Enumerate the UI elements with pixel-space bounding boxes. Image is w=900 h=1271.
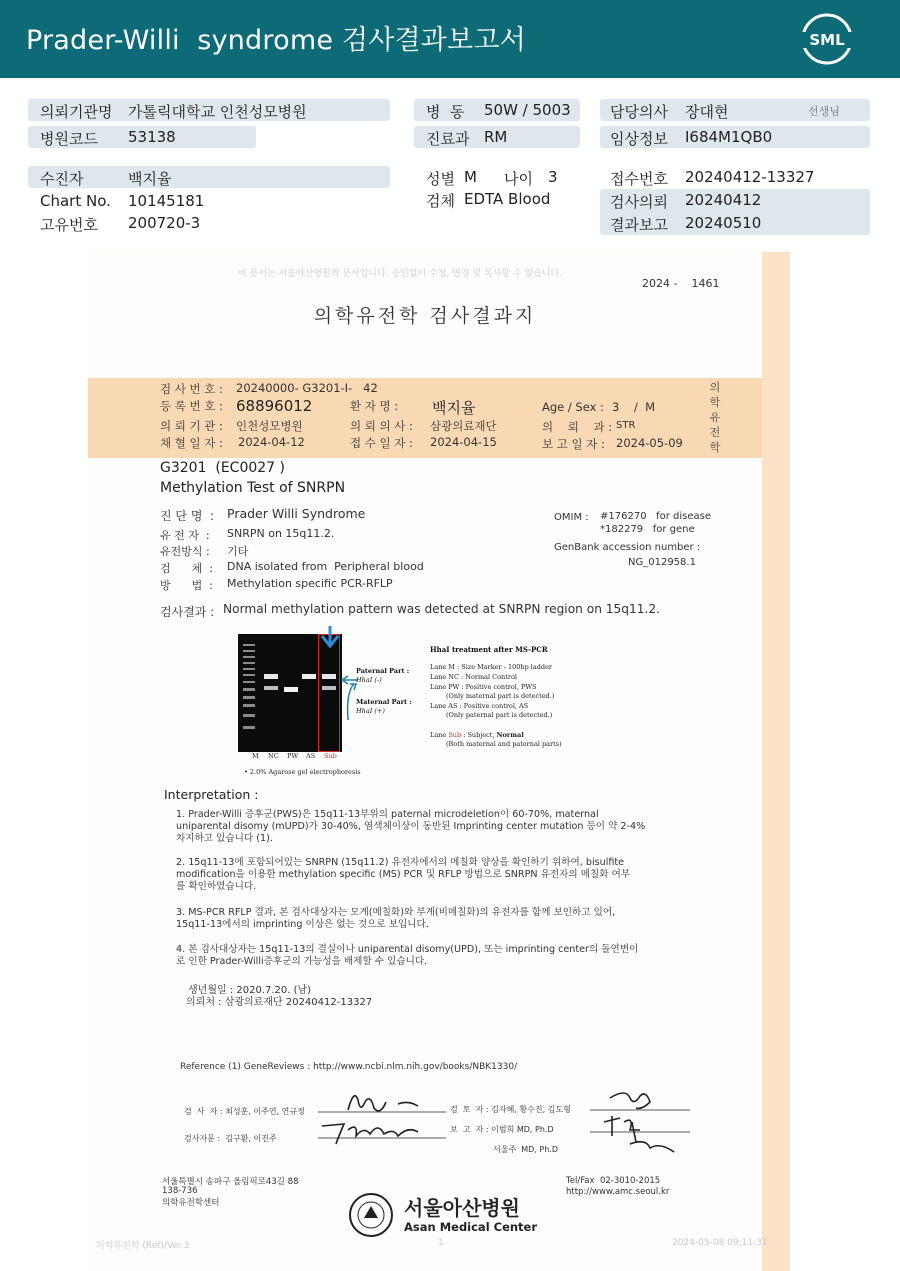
req-dept-value: STR: [616, 420, 636, 431]
report-title: Prader-Willi syndrome 검사결과보고서: [26, 25, 526, 56]
institution-field: [28, 99, 390, 121]
interpretation-3: 3. MS-PCR RFLP 결과, 본 검사대상자는 모계(메칠화)와 부계(비메칠화)의 유전자를 함께 보인하고 있어, 15q11-13에서의 imprinting 이상은 없는 것으로 보입니다.: [176, 907, 616, 930]
clinical-info-value: I684M1QB0: [685, 128, 773, 146]
unique-no-value: 200720-3: [128, 214, 201, 232]
hospital-code-field: [28, 126, 256, 148]
paternal-part-sub: HhaI (-): [356, 676, 382, 684]
gene-label: 유 전 자 :: [160, 529, 210, 542]
reporter: 보 고 자 : 이범희 MD, Ph.D: [450, 1125, 554, 1134]
gel-caption-title: HhaI treatment after MS-PCR: [430, 645, 548, 654]
patient-name-label: 환 자 명 :: [350, 399, 399, 413]
department-field: [414, 126, 580, 148]
draw-date-label: 채 혈 일 자 :: [160, 436, 223, 450]
doctor-field: [600, 99, 870, 121]
lane-sub-desc: [430, 731, 524, 739]
sex-value: M: [464, 168, 477, 186]
chart-no-value: 10145181: [128, 192, 205, 210]
faint-notice: 이 문서는 서울아산병원의 문서입니다. 승인없이 수정, 변경 및 복사할 수 없습니다.: [238, 269, 563, 279]
reg-no-label: 등 록 번 호 :: [160, 399, 223, 413]
test-name: Methylation Test of SNRPN: [160, 480, 346, 496]
address-line-3: 의학유전학센터: [162, 1198, 220, 1208]
gel-lane-nc: NC: [268, 752, 279, 760]
specimen-value: EDTA Blood: [464, 190, 551, 208]
department-label: 진료과: [426, 130, 470, 148]
asan-foundation-seal: [348, 1192, 394, 1238]
patient-label: 수진자: [40, 170, 84, 188]
result-label: 검사결과 :: [160, 605, 215, 619]
lane-sub-tag: Sub: [448, 731, 462, 739]
test-no-label: 검 사 번 호 :: [160, 382, 223, 396]
lane-sub-prefix: Lane: [430, 731, 447, 739]
tester-signature: [318, 1082, 448, 1148]
document-number: 2024 - 1461: [642, 277, 720, 290]
tel-fax: Tel/Fax 02-3010-2015: [566, 1176, 661, 1186]
specimen-label: 검체: [426, 192, 455, 210]
sex-label: 성별: [426, 170, 455, 188]
hospital-code-label: 병원코드: [40, 130, 98, 148]
gel-footnote: • 2.0% Agarose gel electrophoresis: [244, 768, 361, 776]
hospital-name-ko: 서울아산병원: [404, 1196, 520, 1220]
report-date-label: 결과보고: [610, 216, 668, 234]
hospital-code-value: 53138: [128, 128, 176, 146]
genbank-label: GenBank accession number :: [554, 542, 701, 553]
reviewer-signature: [590, 1086, 694, 1162]
receipt-no-value: 20240412-13327: [685, 168, 815, 186]
unique-no-field: [28, 212, 390, 234]
vertical-dept-label: 의 학 유 전 학: [709, 381, 721, 454]
result-value: Normal methylation pattern was detected at SNRPN region on 15q11.2.: [223, 602, 661, 616]
footer-page: 1: [438, 1238, 444, 1248]
specimen-field: [414, 188, 580, 210]
interpretation-title: Interpretation :: [164, 787, 259, 802]
reg-no-value: 68896012: [236, 397, 313, 415]
diagnosis-value: Prader Willi Syndrome: [227, 506, 366, 521]
reference: Reference (1) GeneReviews : http://www.ncbi.nlm.nih.gov/books/NBK1330/: [180, 1062, 518, 1072]
req-doc-value: 삼광의료재단: [430, 419, 497, 433]
institution-label: 의뢰기관명: [40, 103, 113, 121]
paper-edge-strip: [762, 252, 790, 1271]
method-value: Methylation specific PCR-RFLP: [227, 577, 393, 590]
patient-field: [28, 166, 390, 188]
lane-sub-note: (Both maternal and paternal parts): [446, 740, 562, 748]
sml-logo: [800, 12, 854, 66]
interpretation-2: 2. 15q11-13에 포함되어있는 SNRPN (15q11.2) 유전자에서의 메칠화 양상을 확인하기 위하여, bisulfite modification을 이용한 methylation specific (MS) PCR 및 RFLP 방법으로 SNRPN 유전자의 메칠화 여부 를 확인하였습니다.: [176, 857, 631, 892]
lane-pw-note: (Only maternal part is detected.): [446, 692, 555, 700]
patient-name-value: 백지율: [432, 399, 476, 417]
address-line-2: 138-736: [162, 1186, 198, 1196]
diagnosis-label: 진 단 명 :: [160, 509, 215, 523]
gel-lane-as: AS: [306, 752, 316, 760]
draw-date-value: 2024-04-12: [238, 435, 305, 449]
maternal-part-sub: HhaI (+): [356, 707, 385, 715]
patient-value: 백지율: [128, 170, 172, 188]
req-doc-label: 의 뢰 의 사 :: [350, 419, 413, 433]
sex-age-field: [414, 166, 580, 188]
institution-value: 가톨릭대학교 인천성모병원: [128, 103, 307, 121]
request-date-label: 검사의뢰: [610, 193, 668, 211]
req-inst-value: 인천성모병원: [236, 419, 303, 433]
interpretation-1: 1. Prader-Willi 증후군(PWS)은 15q11-13부위의 paternal microdeletion이 60-70%, maternal uniparental disomy (mUPD)가 30-40%, 염색체이상이 동반된 Imprinting center mutation 등이 약 2-4% 차지하고 있습니다 (1).: [176, 809, 646, 844]
receipt-no-label: 접수번호: [610, 170, 668, 188]
chart-no-label: Chart No.: [40, 192, 111, 210]
gel-lane-sub: Sub: [324, 752, 337, 760]
request-date-field: [600, 189, 870, 235]
clinical-info-field: [600, 126, 870, 148]
req-inst-label: 의 뢰 기 관 :: [160, 419, 223, 433]
hospital-name-en: Asan Medical Center: [404, 1220, 538, 1234]
recv-date-value: 2024-04-15: [430, 435, 497, 449]
age-label: 나이: [504, 170, 533, 188]
ward-label: 병 동: [426, 103, 465, 121]
recv-date-label: 접 수 일 자 :: [350, 436, 413, 450]
lane-as-desc: Lane AS : Positive control, AS: [430, 702, 529, 710]
method-label: 방 법 :: [160, 579, 213, 592]
referrer: 의뢰처 : 삼광의료재단 20240412-13327: [186, 997, 373, 1008]
inheritance-label: 유전방식 :: [160, 545, 210, 558]
interpretation-4: 4. 본 검사대상자는 15q11-13의 결실이나 uniparental disomy(UPD), 또는 imprinting center의 돌연변이 로 인한 Prader-Willi증후군의 가능성을 배제할 수 있습니다.: [176, 944, 639, 967]
clinical-info-label: 임상정보: [610, 130, 668, 148]
test-code: G3201 (EC0027 ): [160, 460, 286, 476]
receipt-no-field: [600, 166, 870, 188]
report-date-doc-label: 보 고 일 자 :: [542, 437, 605, 451]
footer-left: 의학유전학 (Ref)/Ver.3: [96, 1241, 190, 1251]
department-value: RM: [484, 128, 508, 146]
inheritance-value: 기타: [227, 545, 249, 558]
tester: 검 사 자 : 최성훈, 이주연, 연규정: [184, 1107, 305, 1116]
reporter-2: 서울주 MD, Ph.D: [493, 1145, 559, 1154]
req-dept-label: 의 뢰 과 :: [542, 420, 613, 434]
lane-sub-normal: Normal: [496, 731, 524, 739]
age-sex-value: 3 / M: [612, 400, 656, 414]
gel-lane-m: M: [252, 752, 259, 760]
genbank-value: NG_012958.1: [628, 557, 696, 568]
footer-timestamp: 2024-05-08 09:11:31: [672, 1238, 768, 1248]
examiner: 검사자문 : 김구환, 이진주: [184, 1134, 277, 1143]
lane-sub-mid: : Subject,: [463, 731, 495, 739]
omim-label: OMIM :: [554, 512, 589, 523]
paternal-part-label: Paternal Part :: [356, 667, 410, 675]
specimen-doc-label: 검 체 :: [160, 562, 213, 575]
doctor-value: 장대현: [685, 103, 729, 121]
maternal-part-label: Maternal Part :: [356, 698, 412, 706]
unique-no-label: 고유번호: [40, 216, 98, 234]
reviewer: 검 토 자 : 김자혜, 황수진, 김도형: [450, 1105, 571, 1114]
test-no-value: 20240000- G3201-I- 42: [236, 381, 378, 395]
request-date-value: 20240412: [685, 191, 762, 209]
specimen-doc-value: DNA isolated from Peripheral blood: [227, 560, 424, 573]
omim-gene: *182279 for gene: [600, 524, 695, 535]
lane-pw-desc: Lane PW : Positive control, PWS: [430, 683, 537, 691]
lane-m-desc: Lane M : Size Marker - 100bp ladder: [430, 663, 553, 671]
lane-as-note: (Only paternal part is detected.): [446, 711, 553, 719]
omim-disease: #176270 for disease: [600, 511, 711, 522]
address-line-1: 서울특별시 송파구 올림픽로43길 88: [162, 1177, 299, 1187]
age-value: 3: [548, 168, 558, 186]
ward-value: 50W / 5003: [484, 101, 571, 119]
gene-value: SNRPN on 15q11.2.: [227, 527, 335, 540]
report-date-value: 20240510: [685, 214, 762, 232]
age-sex-label: Age / Sex :: [542, 400, 604, 414]
birth-date: 생년월일 : 2020.7.20. (남): [188, 985, 312, 996]
lane-nc-desc: Lane NC : Normal Control: [430, 673, 517, 681]
website: http://www.amc.seoul.kr: [566, 1187, 670, 1197]
svg-text:SML: SML: [809, 31, 845, 49]
report-date-doc-value: 2024-05-09: [616, 436, 683, 450]
document-title: 의학유전학 검사결과지: [313, 305, 537, 327]
doctor-label: 담당의사: [610, 103, 668, 121]
chart-no-field: [28, 190, 390, 212]
gel-lane-pw: PW: [287, 752, 299, 760]
doctor-suffix: 선생님: [808, 105, 840, 118]
ward-field: [414, 99, 580, 121]
